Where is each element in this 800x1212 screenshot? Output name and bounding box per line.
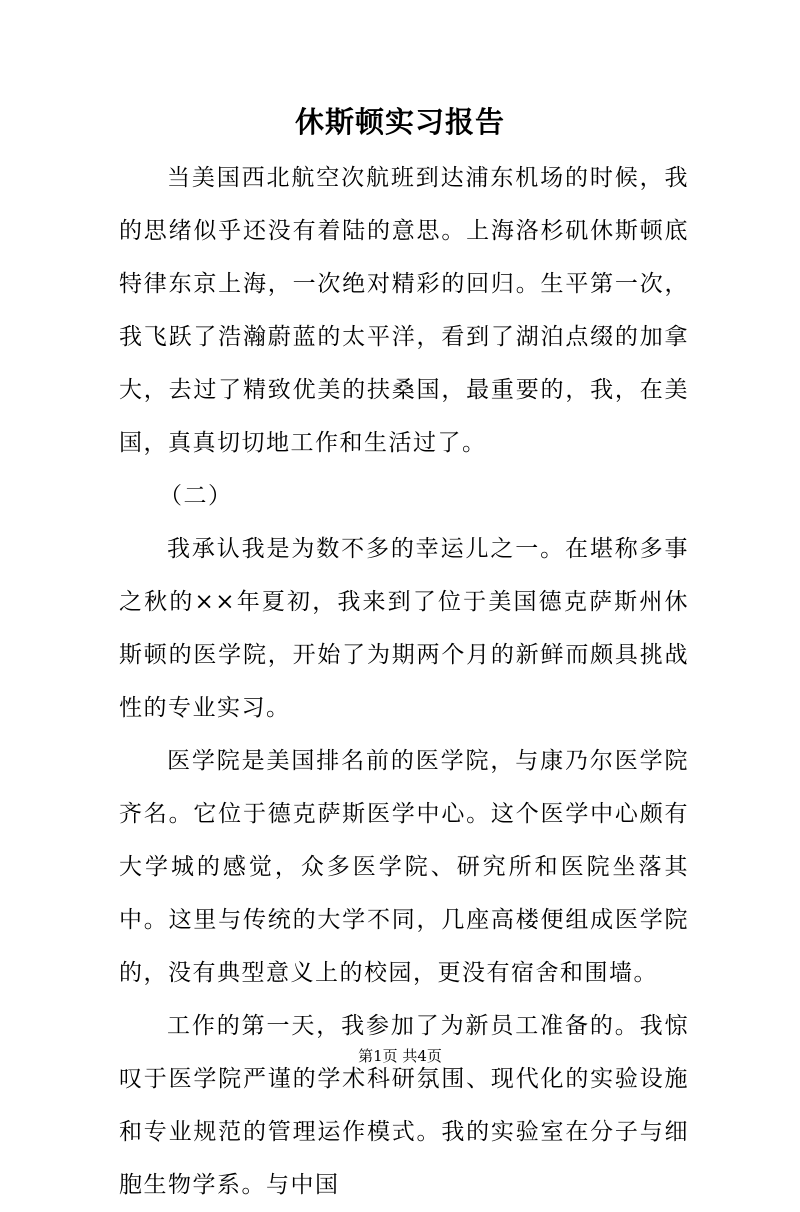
paragraph-2: 我承认我是为数不多的幸运儿之一。在堪称多事之秋的××年夏初，我来到了位于美国德克萨斯州休斯顿的医学院，开始了为期两个月的新鲜而颇具挑战性的专业实习。: [119, 536, 689, 721]
paragraph-1: 当美国西北航空次航班到达浦东机场的时候，我的思绪似乎还没有着陆的意思。上海洛杉矶休斯顿底特律东京上海，一次绝对精彩的回归。生平第一次，我飞跃了浩瀚蔚蓝的太平洋，看到了湖泊点缀的加拿大，去过了精致优美的扶桑国，最重要的，我，在美国，真真切切地工作和生活过了。: [119, 165, 689, 456]
section-heading: （二）: [159, 483, 233, 509]
document-title: 休斯顿实习报告: [294, 105, 505, 139]
paragraph-3: 医学院是美国排名前的医学院，与康乃尔医学院齐名。它位于德克萨斯医学中心。这个医学中心颇有大学城的感觉，众多医学院、研究所和医院坐落其中。这里与传统的大学不同，几座高楼便组成医学院的，没有典型意义上的校园，更没有宿舍和围墙。: [119, 748, 689, 986]
paragraph-4: 工作的第一天，我参加了为新员工准备的。我惊叹于医学院严谨的学术科研氛围、现代化的实验设施和专业规范的管理运作模式。我的实验室在分子与细胞生物学系。与中国: [119, 1013, 689, 1198]
page-footer: 第1页 共4页: [358, 1047, 442, 1065]
